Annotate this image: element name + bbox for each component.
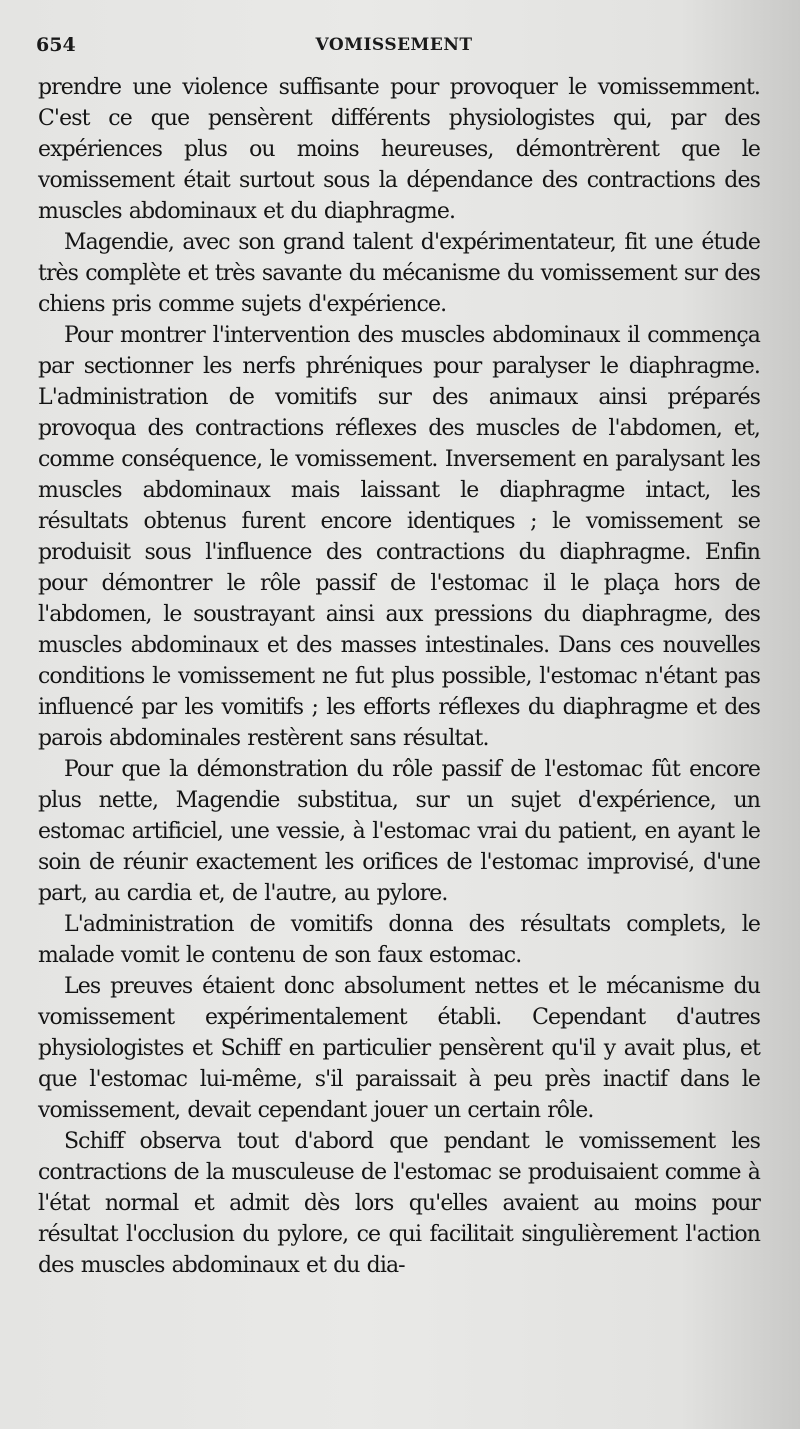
page-number: 654 bbox=[36, 34, 76, 56]
running-head: VOMISSEMENT bbox=[315, 35, 473, 55]
paragraph: prendre une violence suffisante pour provoquer le vomissemment. C'est ce que pensèrent différents physiologistes qui, par des expériences plus ou moins heureuses, démontrèrent que le vomissement était surtout sous la dépendance des contractions des muscles abdominaux et du diaphragme. bbox=[38, 75, 760, 224]
paragraph: Pour montrer l'intervention des muscles abdominaux il commença par sectionner les nerfs phréniques pour paralyser le diaphragme. L'administration de vomitifs sur des animaux ainsi préparés provoqua des contractions réflexes des muscles de l'abdomen, et, comme conséquence, le vomissement. Inversement en paralysant les muscles abdominaux mais laissant le diaphragme intact, les résultats obtenus furent encore identiques ; le vomissement se produisit sous l'influence des contractions du diaphragme. Enfin pour démontrer le rôle passif de l'estomac il le plaça hors de l'abdomen, le soustrayant ainsi aux pressions du diaphragme, des muscles abdominaux et des masses intestinales. Dans ces nouvelles conditions le vomissement ne fut plus possible, l'estomac n'étant pas influencé par les vomitifs ; les efforts réflexes du diaphragme et des parois abdominales restèrent sans résultat. bbox=[38, 323, 760, 751]
paragraph: Magendie, avec son grand talent d'expérimentateur, fit une étude très complète et très savante du mécanisme du vomissement sur des chiens pris comme sujets d'expérience. bbox=[38, 230, 760, 317]
paragraph: Les preuves étaient donc absolument nettes et le mécanisme du vomissement expérimentalement établi. Cependant d'autres physiologistes et Schiff en particulier pensèrent qu'il y avait plus, et que l'estomac lui-même, s'il paraissait à peu près inactif dans le vomissement, devait cependant jouer un certain rôle. bbox=[38, 974, 760, 1123]
paragraph: Pour que la démonstration du rôle passif de l'estomac fût encore plus nette, Magendie substitua, sur un sujet d'expérience, un estomac artificiel, une vessie, à l'estomac vrai du patient, en ayant le soin de réunir exactement les orifices de l'estomac improvisé, d'une part, au cardia et, de l'autre, au pylore. bbox=[38, 757, 760, 906]
paragraph: Schiff observa tout d'abord que pendant le vomissement les contractions de la musculeuse de l'estomac se produisaient comme à l'état normal et admit dès lors qu'elles avaient au moins pour résultat l'occlusion du pylore, ce qui facilitait singulièrement l'action des muscles abdominaux et du dia- bbox=[38, 1129, 760, 1278]
page-header bbox=[36, 34, 752, 60]
paragraph: L'administration de vomitifs donna des résultats complets, le malade vomit le contenu de son faux estomac. bbox=[38, 912, 760, 968]
body-text bbox=[38, 72, 760, 1281]
